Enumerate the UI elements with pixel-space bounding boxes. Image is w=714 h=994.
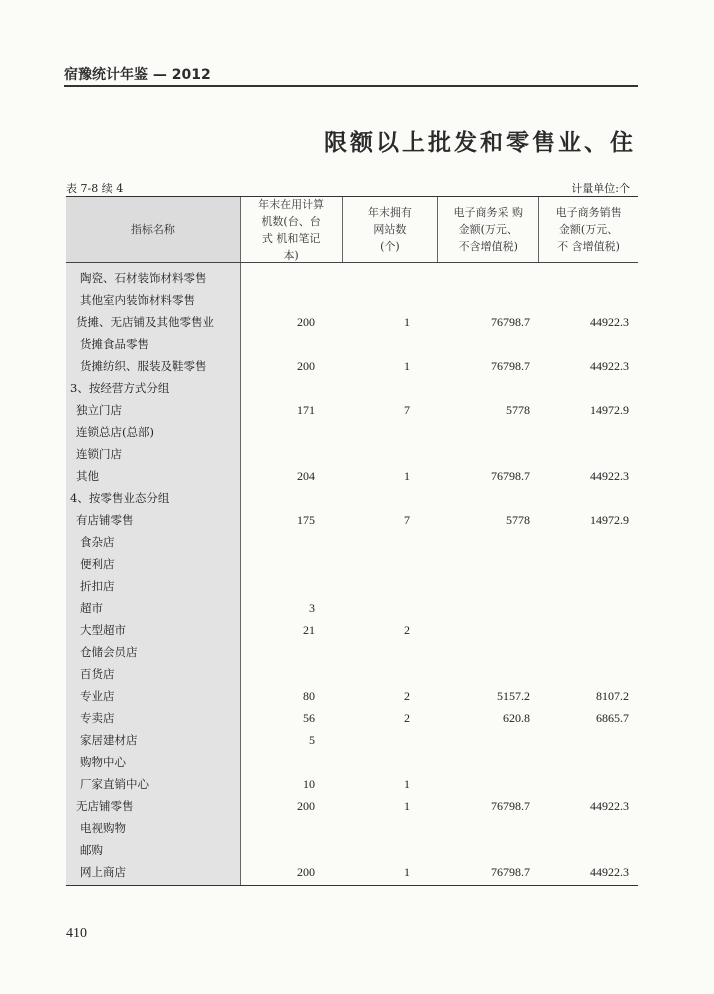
table-row <box>66 817 638 839</box>
table-row <box>66 707 638 729</box>
row-name: 货摊食品零售 <box>80 337 149 351</box>
purchase-value <box>436 487 536 509</box>
computers-value <box>240 421 341 443</box>
sales-value: 44922.3 <box>590 315 629 329</box>
purchase-value: 76798.7 <box>491 315 530 329</box>
sales-value <box>536 289 635 311</box>
purchase-value <box>436 751 536 773</box>
websites-value <box>341 333 436 355</box>
row-name: 专业店 <box>80 689 115 703</box>
purchase-value <box>436 377 536 399</box>
sales-value <box>536 817 635 839</box>
websites-value <box>341 531 436 553</box>
header-ecommerce-sales <box>538 197 638 262</box>
purchase-value: 76798.7 <box>491 469 530 483</box>
purchase-value <box>436 773 536 795</box>
header-indicator-name <box>66 197 240 262</box>
websites-value <box>341 289 436 311</box>
computers-value <box>240 575 341 597</box>
websites-value: 2 <box>404 623 410 637</box>
computers-value: 200 <box>297 359 315 373</box>
computers-value: 204 <box>297 469 315 483</box>
sales-value <box>536 663 635 685</box>
row-name: 大型超市 <box>80 623 126 637</box>
table-row <box>66 751 638 773</box>
row-name: 电视购物 <box>80 821 126 835</box>
websites-value <box>341 751 436 773</box>
sales-value: 8107.2 <box>596 689 629 703</box>
computers-value: 171 <box>297 403 315 417</box>
row-name: 货摊纺织、服装及鞋零售 <box>80 359 207 373</box>
table-row <box>66 685 638 707</box>
row-name: 仓储会员店 <box>80 645 138 659</box>
purchase-value: 5778 <box>506 403 530 417</box>
computers-value: 5 <box>309 733 315 747</box>
header-rule <box>64 85 638 87</box>
computers-value: 3 <box>309 601 315 615</box>
computers-value <box>240 333 341 355</box>
websites-value <box>341 377 436 399</box>
sales-value <box>536 377 635 399</box>
header-purchase-line: 购金额(万元、 <box>458 206 523 236</box>
sales-value: 44922.3 <box>590 469 629 483</box>
table-row <box>66 399 638 421</box>
statistics-table <box>66 196 638 886</box>
websites-value: 7 <box>404 403 410 417</box>
sales-value: 14972.9 <box>590 403 629 417</box>
computers-value <box>240 377 341 399</box>
websites-value: 7 <box>404 513 410 527</box>
row-name: 网上商店 <box>80 865 126 879</box>
table-row <box>66 333 638 355</box>
sales-value <box>536 773 635 795</box>
table-row <box>66 553 638 575</box>
row-name: 有店铺零售 <box>76 513 134 527</box>
websites-value <box>341 817 436 839</box>
purchase-value <box>436 817 536 839</box>
sales-value: 44922.3 <box>590 799 629 813</box>
purchase-value: 5157.2 <box>497 689 530 703</box>
computers-value: 21 <box>303 623 315 637</box>
websites-value <box>341 663 436 685</box>
purchase-value: 76798.7 <box>491 799 530 813</box>
sales-value: 6865.7 <box>596 711 629 725</box>
sales-value <box>536 421 635 443</box>
computers-value: 200 <box>297 315 315 329</box>
row-name: 连锁门店 <box>76 447 122 461</box>
computers-value <box>240 289 341 311</box>
purchase-value: 5778 <box>506 513 530 527</box>
purchase-value <box>436 421 536 443</box>
purchase-value <box>436 729 536 751</box>
computers-value <box>240 267 341 289</box>
websites-value: 1 <box>404 315 410 329</box>
computers-value: 80 <box>303 689 315 703</box>
computers-value <box>240 531 341 553</box>
table-row <box>66 311 638 333</box>
purchase-value <box>436 443 536 465</box>
purchase-value <box>436 839 536 861</box>
page-number: 410 <box>66 926 87 941</box>
websites-value <box>341 839 436 861</box>
sales-value <box>536 729 635 751</box>
row-name: 无店铺零售 <box>76 799 134 813</box>
websites-value <box>341 575 436 597</box>
unit-label: 计量单位:个 <box>571 182 630 195</box>
sales-value <box>536 575 635 597</box>
websites-value: 1 <box>404 469 410 483</box>
header-computers <box>240 197 342 262</box>
header-purchase-line: 电子商务采 <box>453 206 509 219</box>
computers-value <box>240 443 341 465</box>
row-name: 折扣店 <box>80 579 115 593</box>
header-sales-line: 金额(万元、不 <box>557 223 619 253</box>
sales-value: 14972.9 <box>590 513 629 527</box>
sales-value <box>536 553 635 575</box>
sales-value <box>536 619 635 641</box>
header-ecommerce-purchase <box>437 197 538 262</box>
purchase-value: 620.8 <box>503 711 530 725</box>
table-row <box>66 267 638 289</box>
row-name: 独立门店 <box>76 403 122 417</box>
table-body <box>66 263 638 885</box>
header-computers-line: 机数(台、台式 <box>261 214 321 245</box>
purchase-value <box>436 553 536 575</box>
row-name: 其他 <box>76 469 99 483</box>
table-row <box>66 575 638 597</box>
row-name: 购物中心 <box>80 755 126 769</box>
websites-value: 1 <box>404 865 410 879</box>
websites-value <box>341 597 436 619</box>
computers-value: 200 <box>297 799 315 813</box>
header-purchase-line: 不含增值税) <box>458 240 518 253</box>
row-name: 食杂店 <box>80 535 115 549</box>
sales-value: 44922.3 <box>590 359 629 373</box>
purchase-value <box>436 619 536 641</box>
row-name: 百货店 <box>80 667 115 681</box>
table-row <box>66 663 638 685</box>
purchase-value: 76798.7 <box>491 865 530 879</box>
sales-value <box>536 333 635 355</box>
header-sales-line: 电子商务销售 <box>555 206 622 219</box>
sales-value <box>536 839 635 861</box>
computers-value <box>240 817 341 839</box>
table-row <box>66 531 638 553</box>
table-row <box>66 597 638 619</box>
sales-value <box>536 443 635 465</box>
purchase-value <box>436 333 536 355</box>
sales-value <box>536 487 635 509</box>
row-name: 连锁总店(总部) <box>76 425 154 439</box>
header-computers-line: 机和笔记本) <box>276 231 321 262</box>
table-row <box>66 729 638 751</box>
websites-value <box>341 641 436 663</box>
websites-value <box>341 267 436 289</box>
websites-value <box>341 729 436 751</box>
table-number: 表 7-8 续 4 <box>66 182 124 195</box>
computers-value <box>240 839 341 861</box>
running-head: 宿豫统计年鉴 — 2012 <box>64 67 211 83</box>
computers-value <box>240 751 341 773</box>
websites-value: 1 <box>404 359 410 373</box>
purchase-value <box>436 663 536 685</box>
row-name: 3、按经营方式分组 <box>70 381 170 395</box>
websites-value <box>341 553 436 575</box>
purchase-value <box>436 597 536 619</box>
purchase-value <box>436 267 536 289</box>
row-name: 其他室内装饰材料零售 <box>80 293 195 307</box>
purchase-value <box>436 641 536 663</box>
row-name: 专卖店 <box>80 711 115 725</box>
header-websites <box>342 197 438 262</box>
computers-value <box>240 663 341 685</box>
header-websites-line: 网站数 <box>373 223 407 236</box>
table-row <box>66 421 638 443</box>
sales-value <box>536 267 635 289</box>
table-row <box>66 355 638 377</box>
row-name: 货摊、无店铺及其他零售业 <box>76 315 214 329</box>
table-row <box>66 839 638 861</box>
websites-value <box>341 421 436 443</box>
sales-value <box>536 531 635 553</box>
websites-value: 1 <box>404 799 410 813</box>
purchase-value <box>436 289 536 311</box>
page-title: 限额以上批发和零售业、住 <box>324 130 636 156</box>
row-name: 陶瓷、石材装饰材料零售 <box>80 271 207 285</box>
header-websites-line: 年末拥有 <box>367 206 412 219</box>
row-name: 邮购 <box>80 843 103 857</box>
computers-value: 10 <box>303 777 315 791</box>
header-indicator-name-text: 指标名称 <box>130 223 175 236</box>
websites-value: 2 <box>404 689 410 703</box>
row-name: 超市 <box>80 601 103 615</box>
purchase-value <box>436 575 536 597</box>
websites-value: 2 <box>404 711 410 725</box>
header-sales-line: 含增值税) <box>571 240 620 253</box>
sales-value <box>536 597 635 619</box>
table-row <box>66 773 638 795</box>
table-row <box>66 487 638 509</box>
computers-value <box>240 641 341 663</box>
sales-value: 44922.3 <box>590 865 629 879</box>
purchase-value <box>436 531 536 553</box>
header-computers-line: 年末在用计算 <box>258 197 325 211</box>
table-row <box>66 443 638 465</box>
sales-value <box>536 641 635 663</box>
table-row <box>66 465 638 487</box>
table-row <box>66 641 638 663</box>
computers-value <box>240 487 341 509</box>
header-websites-line: (个) <box>380 240 400 253</box>
row-name: 便利店 <box>80 557 115 571</box>
computers-value: 200 <box>297 865 315 879</box>
table-row <box>66 509 638 531</box>
row-name: 家居建材店 <box>80 733 138 747</box>
purchase-value: 76798.7 <box>491 359 530 373</box>
computers-value: 175 <box>297 513 315 527</box>
table-row <box>66 377 638 399</box>
row-name: 厂家直销中心 <box>80 777 149 791</box>
websites-value: 1 <box>404 777 410 791</box>
computers-value: 56 <box>303 711 315 725</box>
table-row <box>66 795 638 817</box>
computers-value <box>240 553 341 575</box>
table-row <box>66 619 638 641</box>
sales-value <box>536 751 635 773</box>
table-row <box>66 289 638 311</box>
row-name: 4、按零售业态分组 <box>70 491 170 505</box>
table-row <box>66 861 638 883</box>
websites-value <box>341 487 436 509</box>
table-header <box>66 197 638 263</box>
websites-value <box>341 443 436 465</box>
